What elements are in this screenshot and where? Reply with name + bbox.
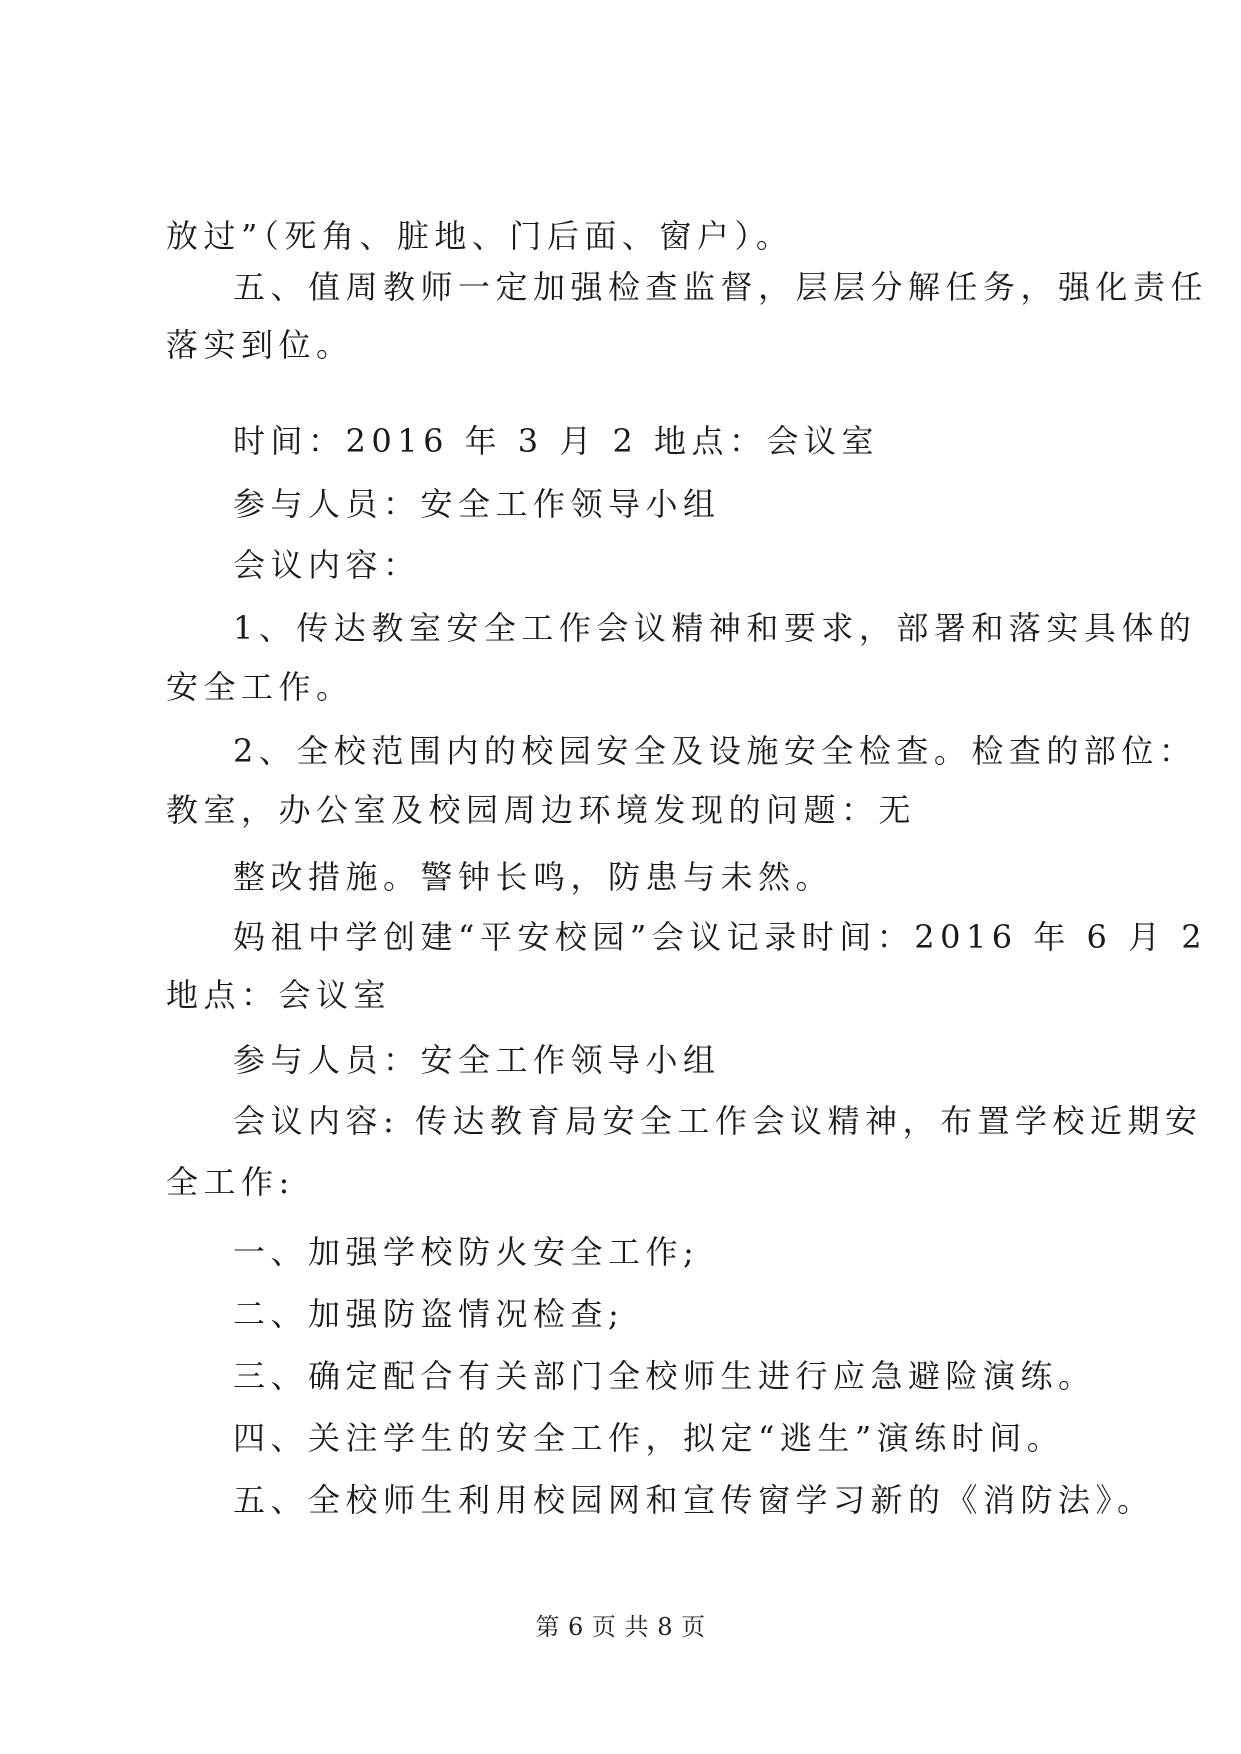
text-line: 放过”（死角、脏地、门后面、窗户）。	[166, 217, 794, 255]
text-line: 2、全校范围内的校园安全及设施安全检查。检查的部位：	[233, 732, 1197, 770]
text-line: 参与人员：安全工作领导小组	[233, 485, 721, 523]
text-line: 安全工作。	[166, 668, 354, 706]
text-line: 地点：会议室	[166, 976, 392, 1014]
text-line: 会议内容：	[233, 546, 421, 584]
text-line: 落实到位。	[166, 326, 354, 364]
text-line: 一、加强学校防火安全工作;	[233, 1233, 700, 1271]
text-line: 教室，办公室及校园周边环境发现的问题：无	[166, 791, 917, 829]
text-line: 会议内容: 传达教育局安全工作会议精神，布置学校近期安	[233, 1102, 1203, 1140]
text-line: 全工作:	[166, 1163, 295, 1201]
text-line: 五、全校师生利用校园网和宣传窗学习新的《消防法》。	[233, 1481, 1155, 1519]
text-line: 五、值周教师一定加强检查监督，层层分解任务，强化责任	[233, 268, 1209, 306]
text-line: 三、确定配合有关部门全校师生进行应急避险演练。	[233, 1357, 1096, 1395]
text-line: 1、传达教室安全工作会议精神和要求，部署和落实具体的	[233, 609, 1197, 647]
text-line: 四、关注学生的安全工作，拟定“逃生”演练时间。	[233, 1419, 1065, 1457]
text-line: 二、加强防盗情况检查;	[233, 1295, 625, 1333]
page-number-footer: 第 6 页 共 8 页	[535, 1613, 706, 1641]
text-line: 时间：2016 年 3 月 2 地点：会议室	[233, 422, 880, 460]
text-line: 整改措施。警钟长鸣，防患与未然。	[233, 858, 834, 896]
text-line: 妈祖中学创建“平安校园”会议记录时间：2016 年 6 月 2	[233, 918, 1208, 956]
text-line: 参与人员：安全工作领导小组	[233, 1041, 721, 1079]
